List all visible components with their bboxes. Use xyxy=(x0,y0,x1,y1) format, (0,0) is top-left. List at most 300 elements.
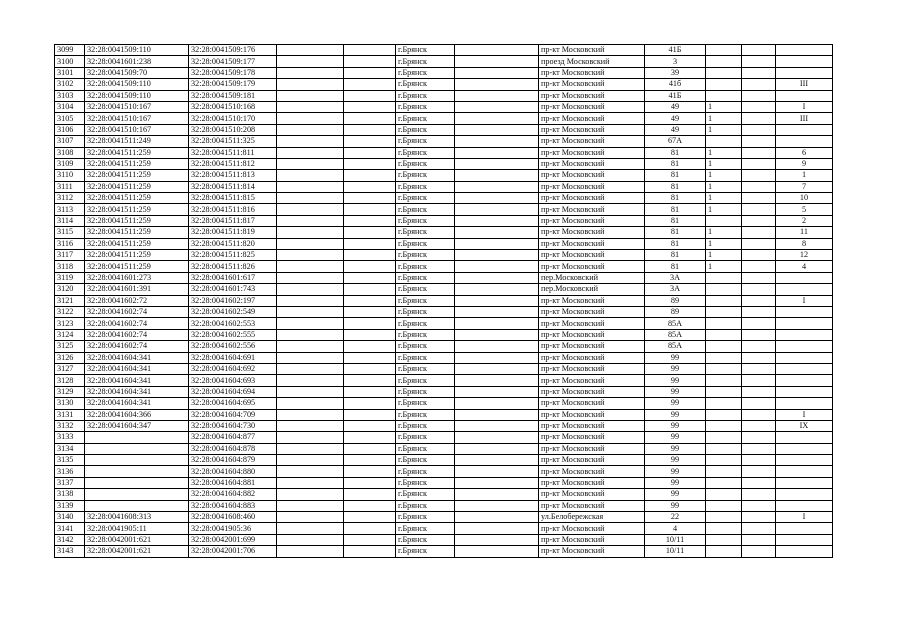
empty-cell xyxy=(742,398,776,409)
empty-cell xyxy=(742,90,776,101)
parent-cadastral-cell: 32:28:0041601:391 xyxy=(85,284,189,295)
object-cadastral-cell: 32:28:0041509:178 xyxy=(189,67,277,78)
empty-cell xyxy=(344,113,396,124)
empty-cell xyxy=(344,409,396,420)
house-number-cell: 81 xyxy=(645,158,706,169)
street-cell: пр-кт Московский xyxy=(539,318,645,329)
premises-number-cell: 10 xyxy=(776,193,833,204)
row-number-cell: 3105 xyxy=(55,113,85,124)
table-row xyxy=(55,113,833,124)
table-row xyxy=(55,523,833,534)
floor-cell: 1 xyxy=(706,181,742,192)
house-number-cell: 10/11 xyxy=(645,534,706,545)
house-number-cell: 85А xyxy=(645,329,706,340)
empty-cell xyxy=(344,375,396,386)
parent-cadastral-cell: 32:28:0041511:259 xyxy=(85,170,189,181)
table-row xyxy=(55,420,833,431)
city-cell: г.Брянск xyxy=(396,204,455,215)
table-row xyxy=(55,352,833,363)
empty-cell xyxy=(455,318,539,329)
parent-cadastral-cell: 32:28:0041511:259 xyxy=(85,250,189,261)
house-number-cell: 67А xyxy=(645,136,706,147)
parent-cadastral-cell: 32:28:0041511:259 xyxy=(85,261,189,272)
empty-cell xyxy=(455,420,539,431)
street-cell: пр-кт Московский xyxy=(539,170,645,181)
parent-cadastral-cell: 32:28:0041511:259 xyxy=(85,238,189,249)
street-cell: пр-кт Московский xyxy=(539,238,645,249)
empty-cell xyxy=(455,227,539,238)
premises-number-cell xyxy=(776,272,833,283)
street-cell: пр-кт Московский xyxy=(539,546,645,557)
empty-cell xyxy=(344,341,396,352)
table-row xyxy=(55,306,833,317)
empty-cell xyxy=(742,204,776,215)
floor-cell: 1 xyxy=(706,124,742,135)
empty-cell xyxy=(277,204,344,215)
premises-number-cell xyxy=(776,136,833,147)
parent-cadastral-cell: 32:28:0041511:259 xyxy=(85,181,189,192)
table-row xyxy=(55,443,833,454)
street-cell: пр-кт Московский xyxy=(539,204,645,215)
empty-cell xyxy=(344,432,396,443)
table-row xyxy=(55,375,833,386)
empty-cell xyxy=(344,79,396,90)
empty-cell xyxy=(742,181,776,192)
empty-cell xyxy=(742,67,776,78)
empty-cell xyxy=(742,420,776,431)
street-cell: пр-кт Московский xyxy=(539,295,645,306)
empty-cell xyxy=(344,238,396,249)
table-row xyxy=(55,455,833,466)
house-number-cell: 41Б xyxy=(645,90,706,101)
premises-number-cell: I xyxy=(776,512,833,523)
premises-number-cell xyxy=(776,56,833,67)
parent-cadastral-cell: 32:28:0041509:70 xyxy=(85,67,189,78)
empty-cell xyxy=(455,375,539,386)
empty-cell xyxy=(455,147,539,158)
empty-cell xyxy=(455,432,539,443)
object-cadastral-cell: 32:28:0041511:816 xyxy=(189,204,277,215)
empty-cell xyxy=(742,477,776,488)
empty-cell xyxy=(742,101,776,112)
object-cadastral-cell: 32:28:0041511:819 xyxy=(189,227,277,238)
floor-cell xyxy=(706,136,742,147)
premises-number-cell: I xyxy=(776,409,833,420)
premises-number-cell xyxy=(776,318,833,329)
object-cadastral-cell: 32:28:0041604:882 xyxy=(189,489,277,500)
object-cadastral-cell: 32:28:0041604:881 xyxy=(189,477,277,488)
house-number-cell: 99 xyxy=(645,386,706,397)
premises-number-cell xyxy=(776,546,833,557)
parent-cadastral-cell: 32:28:0041602:74 xyxy=(85,329,189,340)
street-cell: пр-кт Московский xyxy=(539,147,645,158)
floor-cell xyxy=(706,90,742,101)
empty-cell xyxy=(455,477,539,488)
empty-cell xyxy=(742,79,776,90)
floor-cell xyxy=(706,56,742,67)
street-cell: пр-кт Московский xyxy=(539,250,645,261)
empty-cell xyxy=(455,306,539,317)
parent-cadastral-cell: 32:28:0041604:341 xyxy=(85,398,189,409)
street-cell: пр-кт Московский xyxy=(539,352,645,363)
premises-number-cell: IX xyxy=(776,420,833,431)
row-number-cell: 3143 xyxy=(55,546,85,557)
parent-cadastral-cell: 32:28:0041510:167 xyxy=(85,124,189,135)
premises-number-cell xyxy=(776,124,833,135)
object-cadastral-cell: 32:28:0041509:176 xyxy=(189,45,277,56)
house-number-cell: 85А xyxy=(645,318,706,329)
floor-cell xyxy=(706,546,742,557)
row-number-cell: 3117 xyxy=(55,250,85,261)
city-cell: г.Брянск xyxy=(396,284,455,295)
street-cell: пр-кт Московский xyxy=(539,101,645,112)
street-cell: пр-кт Московский xyxy=(539,261,645,272)
empty-cell xyxy=(455,170,539,181)
row-number-cell: 3108 xyxy=(55,147,85,158)
floor-cell xyxy=(706,375,742,386)
street-cell: пр-кт Московский xyxy=(539,306,645,317)
premises-number-cell: 5 xyxy=(776,204,833,215)
street-cell: пр-кт Московский xyxy=(539,500,645,511)
premises-number-cell: III xyxy=(776,79,833,90)
city-cell: г.Брянск xyxy=(396,295,455,306)
empty-cell xyxy=(344,443,396,454)
house-number-cell: 3А xyxy=(645,272,706,283)
house-number-cell: 89 xyxy=(645,295,706,306)
house-number-cell: 99 xyxy=(645,363,706,374)
premises-number-cell: III xyxy=(776,113,833,124)
house-number-cell: 49 xyxy=(645,124,706,135)
empty-cell xyxy=(455,181,539,192)
premises-number-cell xyxy=(776,455,833,466)
empty-cell xyxy=(277,45,344,56)
floor-cell xyxy=(706,79,742,90)
table-row xyxy=(55,295,833,306)
empty-cell xyxy=(277,306,344,317)
floor-cell xyxy=(706,341,742,352)
empty-cell xyxy=(344,90,396,101)
city-cell: г.Брянск xyxy=(396,386,455,397)
parent-cadastral-cell: 32:28:0042001:621 xyxy=(85,534,189,545)
empty-cell xyxy=(344,523,396,534)
city-cell: г.Брянск xyxy=(396,318,455,329)
floor-cell xyxy=(706,409,742,420)
table-row xyxy=(55,158,833,169)
object-cadastral-cell: 32:28:0041604:878 xyxy=(189,443,277,454)
empty-cell xyxy=(344,546,396,557)
object-cadastral-cell: 32:28:0041604:883 xyxy=(189,500,277,511)
empty-cell xyxy=(742,466,776,477)
table-row xyxy=(55,193,833,204)
empty-cell xyxy=(344,534,396,545)
object-cadastral-cell: 32:28:0041602:197 xyxy=(189,295,277,306)
table-row xyxy=(55,534,833,545)
city-cell: г.Брянск xyxy=(396,147,455,158)
house-number-cell: 99 xyxy=(645,466,706,477)
house-number-cell: 81 xyxy=(645,227,706,238)
premises-number-cell xyxy=(776,534,833,545)
object-cadastral-cell: 32:28:0041511:813 xyxy=(189,170,277,181)
row-number-cell: 3132 xyxy=(55,420,85,431)
parent-cadastral-cell: 32:28:0041511:259 xyxy=(85,158,189,169)
parent-cadastral-cell xyxy=(85,466,189,477)
empty-cell xyxy=(742,432,776,443)
table-row xyxy=(55,215,833,226)
empty-cell xyxy=(742,363,776,374)
street-cell: пр-кт Московский xyxy=(539,443,645,454)
floor-cell xyxy=(706,363,742,374)
empty-cell xyxy=(277,398,344,409)
city-cell: г.Брянск xyxy=(396,500,455,511)
parent-cadastral-cell: 32:28:0041602:72 xyxy=(85,295,189,306)
empty-cell xyxy=(742,215,776,226)
empty-cell xyxy=(277,147,344,158)
city-cell: г.Брянск xyxy=(396,170,455,181)
table-row xyxy=(55,124,833,135)
parent-cadastral-cell: 32:28:0041509:110 xyxy=(85,79,189,90)
empty-cell xyxy=(277,79,344,90)
row-number-cell: 3104 xyxy=(55,101,85,112)
empty-cell xyxy=(742,193,776,204)
premises-number-cell xyxy=(776,306,833,317)
premises-number-cell xyxy=(776,523,833,534)
empty-cell xyxy=(455,113,539,124)
floor-cell xyxy=(706,295,742,306)
floor-cell: 1 xyxy=(706,113,742,124)
floor-cell xyxy=(706,523,742,534)
empty-cell xyxy=(742,261,776,272)
object-cadastral-cell: 32:28:0041604:880 xyxy=(189,466,277,477)
empty-cell xyxy=(277,193,344,204)
street-cell: пр-кт Московский xyxy=(539,477,645,488)
parent-cadastral-cell xyxy=(85,500,189,511)
parent-cadastral-cell: 32:28:0041509:110 xyxy=(85,90,189,101)
row-number-cell: 3114 xyxy=(55,215,85,226)
table-row xyxy=(55,204,833,215)
empty-cell xyxy=(455,341,539,352)
object-cadastral-cell: 32:28:0041511:814 xyxy=(189,181,277,192)
city-cell: г.Брянск xyxy=(396,56,455,67)
city-cell: г.Брянск xyxy=(396,181,455,192)
parent-cadastral-cell: 32:28:0041511:259 xyxy=(85,147,189,158)
floor-cell: 1 xyxy=(706,238,742,249)
table-row xyxy=(55,409,833,420)
city-cell: г.Брянск xyxy=(396,238,455,249)
street-cell: пр-кт Московский xyxy=(539,124,645,135)
city-cell: г.Брянск xyxy=(396,90,455,101)
table-row xyxy=(55,272,833,283)
empty-cell xyxy=(344,67,396,78)
empty-cell xyxy=(344,272,396,283)
empty-cell xyxy=(344,124,396,135)
house-number-cell: 22 xyxy=(645,512,706,523)
empty-cell xyxy=(742,523,776,534)
empty-cell xyxy=(742,375,776,386)
empty-cell xyxy=(277,477,344,488)
empty-cell xyxy=(277,455,344,466)
city-cell: г.Брянск xyxy=(396,250,455,261)
table-row xyxy=(55,90,833,101)
house-number-cell: 81 xyxy=(645,181,706,192)
premises-number-cell: 6 xyxy=(776,147,833,158)
empty-cell xyxy=(277,432,344,443)
premises-number-cell xyxy=(776,466,833,477)
house-number-cell: 81 xyxy=(645,193,706,204)
object-cadastral-cell: 32:28:0041602:555 xyxy=(189,329,277,340)
empty-cell xyxy=(742,250,776,261)
empty-cell xyxy=(455,409,539,420)
empty-cell xyxy=(742,295,776,306)
empty-cell xyxy=(455,284,539,295)
house-number-cell: 99 xyxy=(645,443,706,454)
object-cadastral-cell: 32:28:0041511:825 xyxy=(189,250,277,261)
city-cell: г.Брянск xyxy=(396,261,455,272)
empty-cell xyxy=(742,170,776,181)
parent-cadastral-cell: 32:28:0041604:347 xyxy=(85,420,189,431)
city-cell: г.Брянск xyxy=(396,329,455,340)
empty-cell xyxy=(277,386,344,397)
empty-cell xyxy=(344,158,396,169)
floor-cell xyxy=(706,398,742,409)
floor-cell xyxy=(706,284,742,295)
empty-cell xyxy=(742,227,776,238)
parent-cadastral-cell xyxy=(85,477,189,488)
empty-cell xyxy=(742,489,776,500)
house-number-cell: 99 xyxy=(645,409,706,420)
empty-cell xyxy=(277,443,344,454)
row-number-cell: 3119 xyxy=(55,272,85,283)
floor-cell xyxy=(706,489,742,500)
empty-cell xyxy=(455,272,539,283)
empty-cell xyxy=(277,181,344,192)
premises-number-cell xyxy=(776,45,833,56)
object-cadastral-cell: 32:28:0041510:208 xyxy=(189,124,277,135)
premises-number-cell xyxy=(776,284,833,295)
floor-cell: 1 xyxy=(706,250,742,261)
row-number-cell: 3121 xyxy=(55,295,85,306)
empty-cell xyxy=(455,79,539,90)
empty-cell xyxy=(742,284,776,295)
empty-cell xyxy=(344,489,396,500)
empty-cell xyxy=(344,398,396,409)
empty-cell xyxy=(344,386,396,397)
parent-cadastral-cell xyxy=(85,455,189,466)
empty-cell xyxy=(344,284,396,295)
empty-cell xyxy=(344,500,396,511)
row-number-cell: 3112 xyxy=(55,193,85,204)
street-cell: пр-кт Московский xyxy=(539,455,645,466)
object-cadastral-cell: 32:28:0041510:170 xyxy=(189,113,277,124)
street-cell: пр-кт Московский xyxy=(539,136,645,147)
empty-cell xyxy=(277,67,344,78)
empty-cell xyxy=(455,158,539,169)
floor-cell xyxy=(706,386,742,397)
city-cell: г.Брянск xyxy=(396,79,455,90)
empty-cell xyxy=(455,45,539,56)
parent-cadastral-cell: 32:28:0041604:341 xyxy=(85,386,189,397)
empty-cell xyxy=(344,215,396,226)
premises-number-cell: 7 xyxy=(776,181,833,192)
house-number-cell: 81 xyxy=(645,238,706,249)
house-number-cell: 99 xyxy=(645,352,706,363)
house-number-cell: 89 xyxy=(645,306,706,317)
floor-cell xyxy=(706,512,742,523)
empty-cell xyxy=(455,546,539,557)
street-cell: пр-кт Московский xyxy=(539,329,645,340)
premises-number-cell xyxy=(776,363,833,374)
object-cadastral-cell: 32:28:0041509:177 xyxy=(189,56,277,67)
row-number-cell: 3102 xyxy=(55,79,85,90)
empty-cell xyxy=(742,534,776,545)
street-cell: пр-кт Московский xyxy=(539,193,645,204)
city-cell: г.Брянск xyxy=(396,45,455,56)
empty-cell xyxy=(277,250,344,261)
empty-cell xyxy=(344,329,396,340)
city-cell: г.Брянск xyxy=(396,363,455,374)
table-row xyxy=(55,500,833,511)
object-cadastral-cell: 32:28:0041509:179 xyxy=(189,79,277,90)
parent-cadastral-cell: 32:28:0041509:110 xyxy=(85,45,189,56)
empty-cell xyxy=(455,204,539,215)
house-number-cell: 81 xyxy=(645,204,706,215)
parent-cadastral-cell: 32:28:0041608:313 xyxy=(85,512,189,523)
row-number-cell: 3128 xyxy=(55,375,85,386)
empty-cell xyxy=(344,352,396,363)
parent-cadastral-cell: 32:28:0041905:11 xyxy=(85,523,189,534)
row-number-cell: 3109 xyxy=(55,158,85,169)
table-row xyxy=(55,79,833,90)
row-number-cell: 3126 xyxy=(55,352,85,363)
empty-cell xyxy=(742,318,776,329)
empty-cell xyxy=(277,409,344,420)
table-row xyxy=(55,466,833,477)
empty-cell xyxy=(277,101,344,112)
floor-cell: 1 xyxy=(706,227,742,238)
house-number-cell: 99 xyxy=(645,420,706,431)
empty-cell xyxy=(277,124,344,135)
empty-cell xyxy=(277,56,344,67)
premises-number-cell xyxy=(776,398,833,409)
object-cadastral-cell: 32:28:0041604:709 xyxy=(189,409,277,420)
table-row xyxy=(55,477,833,488)
row-number-cell: 3131 xyxy=(55,409,85,420)
empty-cell xyxy=(277,227,344,238)
table-row xyxy=(55,341,833,352)
row-number-cell: 3130 xyxy=(55,398,85,409)
floor-cell xyxy=(706,534,742,545)
empty-cell xyxy=(742,341,776,352)
table-row xyxy=(55,512,833,523)
empty-cell xyxy=(742,386,776,397)
empty-cell xyxy=(742,443,776,454)
empty-cell xyxy=(277,90,344,101)
empty-cell xyxy=(277,363,344,374)
city-cell: г.Брянск xyxy=(396,466,455,477)
empty-cell xyxy=(344,101,396,112)
premises-number-cell: 2 xyxy=(776,215,833,226)
premises-number-cell xyxy=(776,90,833,101)
house-number-cell: 39 xyxy=(645,67,706,78)
table-row xyxy=(55,250,833,261)
object-cadastral-cell: 32:28:0041511:812 xyxy=(189,158,277,169)
empty-cell xyxy=(277,170,344,181)
row-number-cell: 3142 xyxy=(55,534,85,545)
floor-cell xyxy=(706,432,742,443)
table-row xyxy=(55,432,833,443)
object-cadastral-cell: 32:28:0041601:743 xyxy=(189,284,277,295)
street-cell: пр-кт Московский xyxy=(539,45,645,56)
table-row xyxy=(55,170,833,181)
